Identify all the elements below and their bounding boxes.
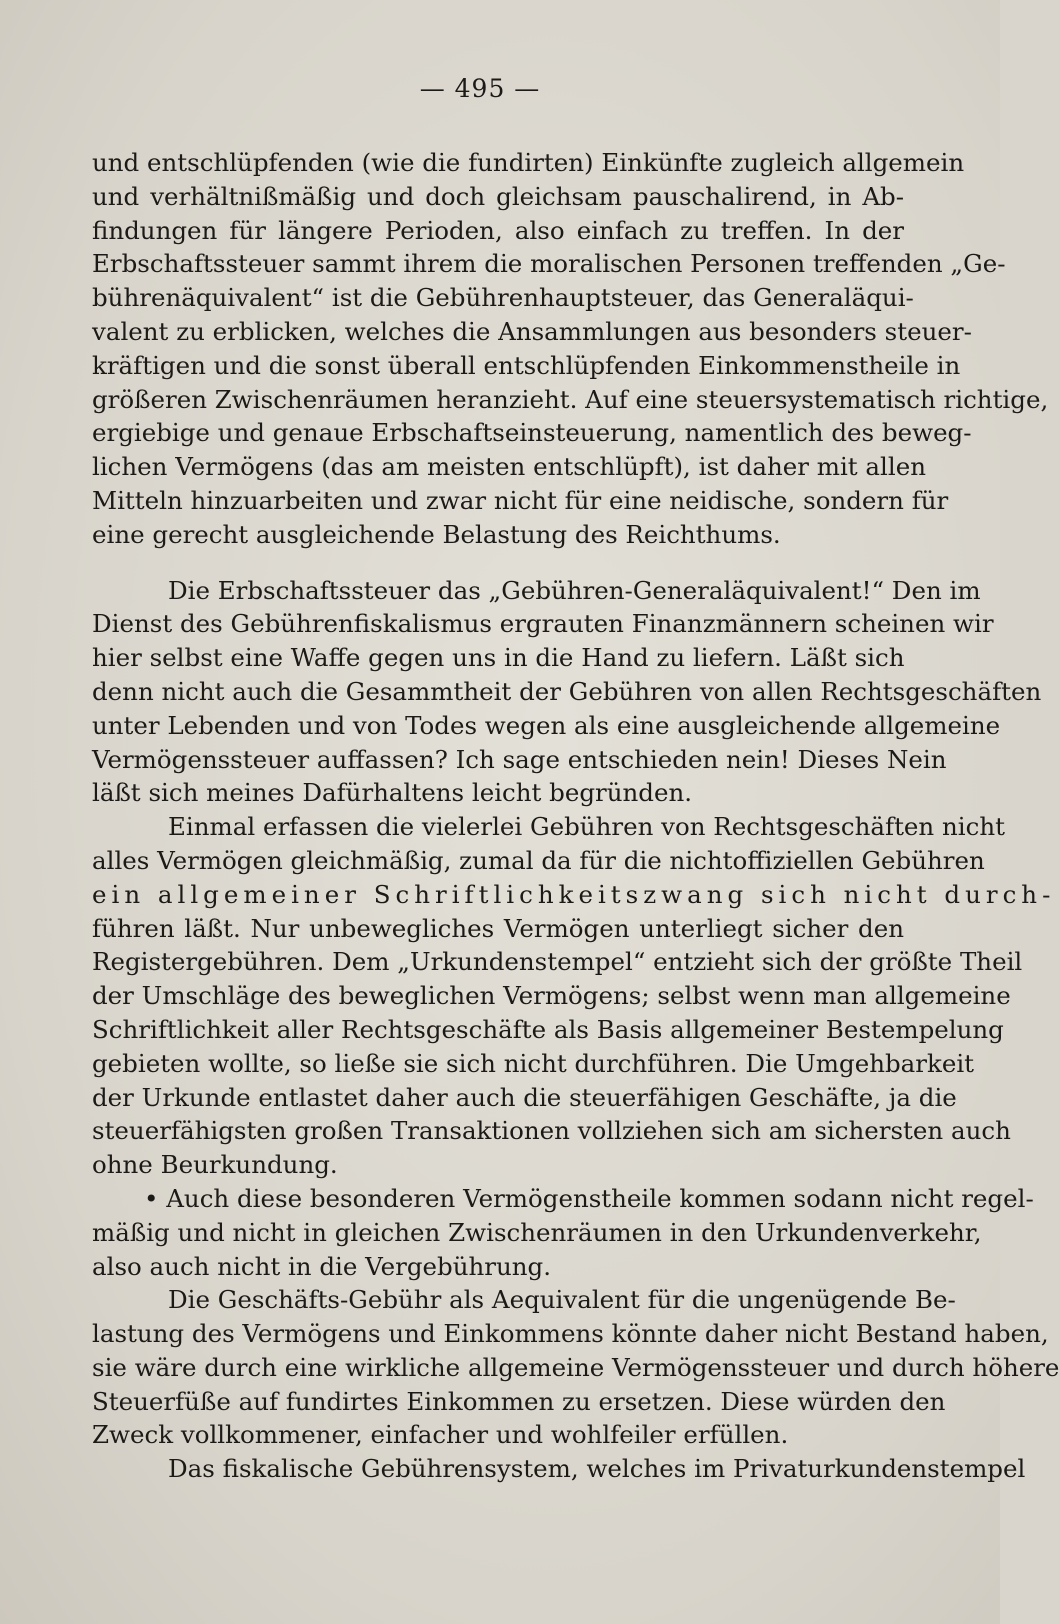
text-line: führen läßt. Nur unbewegliches Vermögen unterliegt sicher den	[92, 913, 904, 943]
text-line: ohne Beurkundung.	[92, 1150, 338, 1180]
text-line: steuerfähigsten großen Transaktionen vollziehen sich am sichersten auch	[92, 1116, 1011, 1146]
text-line: lichen Vermögens (das am meisten entschlüpft), ist daher mit allen	[92, 452, 926, 482]
text-line: und verhältnißmäßig und doch gleichsam pauschalirend, in Ab-	[92, 181, 904, 211]
text-line: kräftigen und die sonst überall entschlüpfenden Einkommenstheile in	[92, 350, 961, 380]
text-line: Schriftlichkeit aller Rechtsgeschäfte als Basis allgemeiner Bestempelung	[92, 1014, 1004, 1044]
paragraph	[92, 1182, 1034, 1283]
text-line: Erbschaftssteuer sammt ihrem die moralischen Personen treffenden „Ge-	[92, 249, 1006, 279]
text-line: Mitteln hinzuarbeiten und zwar nicht für eine neidische, sondern für	[92, 485, 949, 515]
text-line: Zweck vollkommener, einfacher und wohlfeiler erfüllen.	[92, 1420, 789, 1450]
text-line: lastung des Vermögens und Einkommens könnte daher nicht Bestand haben,	[92, 1319, 1049, 1349]
text-line: ein allgemeiner Schriftlichkeitszwang sich nicht durch-	[92, 879, 1056, 909]
text-line: Steuerfüße auf fundirtes Einkommen zu ersetzen. Diese würden den	[92, 1386, 946, 1416]
text-line: denn nicht auch die Gesammtheit der Gebühren von allen Rechtsgeschäften	[92, 676, 1042, 706]
text-line: mäßig und nicht in gleichen Zwischenräumen in den Urkundenverkehr,	[92, 1217, 982, 1247]
text-line: ergiebige und genaue Erbschaftseinsteuerung, namentlich des beweg-	[92, 418, 972, 448]
text-line: bührenäquivalent“ ist die Gebührenhauptsteuer, das Generaläqui-	[92, 283, 914, 313]
paragraph	[92, 574, 1042, 811]
text-line: Die Erbschaftssteuer das „Gebühren-Generaläquivalent!“ Den im	[168, 575, 981, 605]
text-line: gebieten wollte, so ließe sie sich nicht durchführen. Die Umgehbarkeit	[92, 1048, 974, 1078]
text-line: alles Vermögen gleichmäßig, zumal da für die nichtoffiziellen Gebühren	[92, 845, 985, 875]
text-line: Das fiskalische Gebührensystem, welches im Privaturkundenstempel	[168, 1454, 1026, 1484]
text-line: Dienst des Gebührenfiskalismus ergrauten Finanzmännern scheinen wir	[92, 609, 994, 639]
text-line: Registergebühren. Dem „Urkundenstempel“ entzieht sich der größte Theil	[92, 947, 1023, 977]
text-line: Einmal erfassen die vielerlei Gebühren von Rechtsgeschäften nicht	[168, 812, 1005, 842]
page-number-header: — 495 —	[419, 74, 541, 103]
text-line: hier selbst eine Waffe gegen uns in die Hand zu liefern. Läßt sich	[92, 643, 905, 673]
text-line: • Auch diese besonderen Vermögenstheile kommen sodann nicht regel-	[144, 1183, 1034, 1213]
text-line: größeren Zwischenräumen heranzieht. Auf eine steuersystematisch richtige,	[92, 384, 1049, 414]
paragraph-gap	[92, 552, 904, 574]
text-line: der Urkunde entlastet daher auch die steuerfähigen Geschäfte, ja die	[92, 1082, 957, 1112]
text-line: findungen für längere Perioden, also einfach zu treffen. In der	[92, 215, 904, 245]
paragraph	[92, 810, 1056, 1182]
body-text	[92, 146, 1059, 1486]
text-line: valent zu erblicken, welches die Ansammlungen aus besonders steuer-	[92, 316, 972, 346]
text-line: eine gerecht ausgleichende Belastung des Reichthums.	[92, 519, 781, 549]
text-line: der Umschläge des beweglichen Vermögens; selbst wenn man allgemeine	[92, 981, 1011, 1011]
paragraph	[92, 1452, 1026, 1486]
text-line: also auch nicht in die Vergebührung.	[92, 1251, 552, 1281]
text-line: läßt sich meines Dafürhaltens leicht begründen.	[92, 778, 693, 808]
text-line: unter Lebenden und von Todes wegen als eine ausgleichende allgemeine	[92, 710, 1001, 740]
text-line: sie wäre durch eine wirkliche allgemeine Vermögenssteuer und durch höhere	[92, 1352, 1059, 1382]
paragraph	[92, 146, 1049, 552]
paragraph	[92, 1283, 1059, 1452]
text-line: und entschlüpfenden (wie die fundirten) Einkünfte zugleich allgemein	[92, 148, 965, 177]
text-line: Die Geschäfts-Gebühr als Aequivalent für die ungenügende Be-	[168, 1285, 956, 1315]
text-line: Vermögenssteuer auffassen? Ich sage entschieden nein! Dieses Nein	[92, 744, 947, 774]
